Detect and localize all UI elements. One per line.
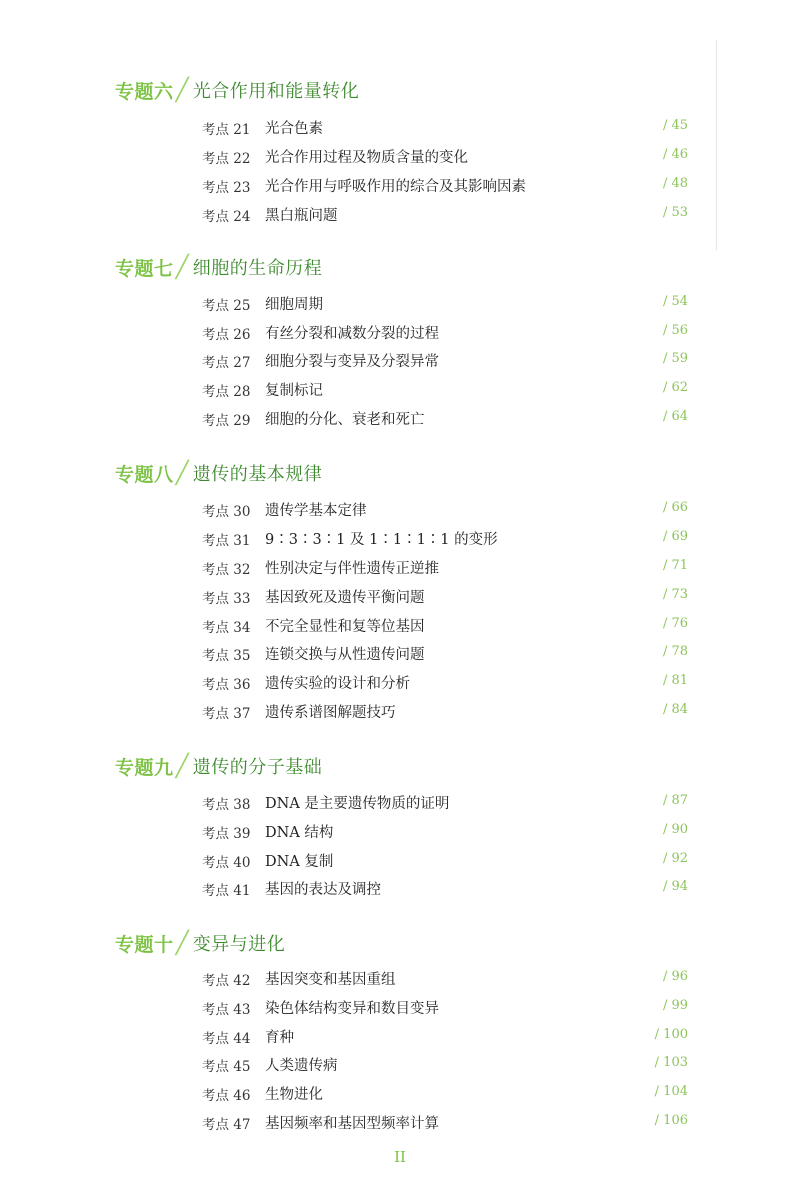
entry-title: 9∶3∶3∶1 及 1∶1∶1∶1 的变形 [265, 532, 498, 548]
entry-page: / 84 [662, 702, 688, 717]
entry-number: 考点 27 [202, 355, 251, 371]
entry-page: / 48 [662, 176, 688, 191]
entry-page: / 59 [662, 351, 688, 366]
entry-title: 性别决定与伴性遗传正逆推 [265, 561, 439, 577]
toc-entry[interactable] [0, 498, 800, 522]
entry-title: 黑白瓶问题 [265, 208, 338, 224]
toc-entry[interactable] [0, 700, 800, 724]
entry-page: / 54 [662, 294, 688, 309]
entry-page: / 100 [654, 1027, 688, 1042]
section-heading [115, 457, 322, 489]
entry-number: 考点 33 [202, 591, 251, 607]
entry-page: / 90 [662, 822, 688, 837]
section-title: 光合作用和能量转化 [192, 81, 360, 102]
section-heading [115, 750, 322, 782]
entry-number: 考点 23 [202, 180, 251, 196]
toc-entry[interactable] [0, 585, 800, 609]
entry-page: / 99 [662, 998, 688, 1013]
toc-entry[interactable] [0, 174, 800, 198]
entry-title: DNA 是主要遗传物质的证明 [265, 796, 450, 812]
entry-page: / 103 [654, 1055, 688, 1070]
entry-page: / 71 [662, 558, 688, 573]
toc-entry[interactable] [0, 1082, 800, 1106]
entry-page: / 94 [662, 879, 688, 894]
entry-title: 遗传实验的设计和分析 [265, 676, 410, 692]
entry-title: 细胞周期 [265, 297, 323, 313]
entry-title: 遗传学基本定律 [265, 503, 367, 519]
section-label: 专题七 [115, 257, 174, 280]
section-title: 遗传的分子基础 [192, 757, 323, 778]
toc-entry[interactable] [0, 820, 800, 844]
toc-entry[interactable] [0, 321, 800, 345]
entry-title: DNA 复制 [265, 854, 334, 870]
slash-divider: ╱ [175, 753, 189, 779]
entry-page: / 92 [662, 851, 688, 866]
entry-number: 考点 41 [202, 883, 251, 899]
slash-divider: ╱ [175, 460, 189, 486]
entry-title: 复制标记 [265, 383, 323, 399]
entry-title: 基因突变和基因重组 [265, 972, 396, 988]
section-label: 专题十 [115, 933, 174, 956]
entry-page: / 56 [662, 323, 688, 338]
entry-title: 遗传系谱图解题技巧 [265, 705, 396, 721]
entry-number: 考点 37 [202, 706, 251, 722]
entry-page: / 69 [662, 529, 688, 544]
entry-number: 考点 29 [202, 413, 251, 429]
entry-number: 考点 35 [202, 648, 251, 664]
entry-title: 基因的表达及调控 [265, 882, 381, 898]
toc-entry[interactable] [0, 349, 800, 373]
entry-number: 考点 42 [202, 973, 251, 989]
entry-number: 考点 25 [202, 298, 251, 314]
toc-entry[interactable] [0, 378, 800, 402]
entry-title: 不完全显性和复等位基因 [265, 619, 425, 635]
entry-number: 考点 47 [202, 1117, 251, 1133]
toc-entry[interactable] [0, 671, 800, 695]
entry-title: DNA 结构 [265, 825, 334, 841]
slash-divider: ╱ [175, 930, 189, 956]
entry-number: 考点 34 [202, 620, 251, 636]
entry-number: 考点 28 [202, 384, 251, 400]
entry-number: 考点 44 [202, 1031, 251, 1047]
entry-page: / 87 [662, 793, 688, 808]
entry-page: / 76 [662, 616, 688, 631]
entry-title: 光合作用过程及物质含量的变化 [265, 150, 468, 166]
entry-page: / 53 [662, 205, 688, 220]
section-label: 专题九 [115, 756, 174, 779]
entry-title: 人类遗传病 [265, 1058, 338, 1074]
toc-entry[interactable] [0, 877, 800, 901]
entry-page: / 81 [662, 673, 688, 688]
section-title: 细胞的生命历程 [192, 258, 323, 279]
entry-page: / 62 [662, 380, 688, 395]
section-heading [115, 251, 322, 283]
toc-entry[interactable] [0, 556, 800, 580]
entry-title: 基因致死及遗传平衡问题 [265, 590, 425, 606]
entry-page: / 78 [662, 644, 688, 659]
slash-divider: ╱ [175, 254, 189, 280]
toc-entry[interactable] [0, 1025, 800, 1049]
entry-page: / 106 [654, 1113, 688, 1128]
entry-number: 考点 26 [202, 327, 251, 343]
entry-title: 有丝分裂和减数分裂的过程 [265, 326, 439, 342]
toc-entry[interactable] [0, 642, 800, 666]
entry-title: 育种 [265, 1030, 294, 1046]
entry-page: / 96 [662, 969, 688, 984]
section-title: 变异与进化 [192, 934, 286, 955]
toc-entry[interactable] [0, 1111, 800, 1135]
entry-page: / 66 [662, 500, 688, 515]
section-label: 专题八 [115, 463, 174, 486]
entry-page: / 73 [662, 587, 688, 602]
section-label: 专题六 [115, 80, 174, 103]
entry-number: 考点 30 [202, 504, 251, 520]
toc-entry[interactable] [0, 614, 800, 638]
entry-page: / 46 [662, 147, 688, 162]
section-heading [115, 74, 359, 106]
entry-number: 考点 39 [202, 826, 251, 842]
toc-entry[interactable] [0, 407, 800, 431]
entry-number: 考点 32 [202, 562, 251, 578]
page-number: II [394, 1148, 406, 1166]
toc-entry[interactable] [0, 203, 800, 227]
entry-title: 细胞的分化、衰老和死亡 [265, 412, 425, 428]
entry-number: 考点 22 [202, 151, 251, 167]
entry-number: 考点 31 [202, 533, 251, 549]
entry-number: 考点 38 [202, 797, 251, 813]
toc-entry[interactable] [0, 996, 800, 1020]
toc-entry[interactable] [0, 527, 800, 551]
toc-entry[interactable] [0, 145, 800, 169]
entry-page: / 104 [654, 1084, 688, 1099]
entry-number: 考点 46 [202, 1088, 251, 1104]
entry-number: 考点 36 [202, 677, 251, 693]
entry-title: 连锁交换与从性遗传问题 [265, 647, 425, 663]
entry-title: 生物进化 [265, 1087, 323, 1103]
entry-title: 细胞分裂与变异及分裂异常 [265, 354, 439, 370]
entry-page: / 64 [662, 409, 688, 424]
entry-title: 基因频率和基因型频率计算 [265, 1116, 439, 1132]
entry-number: 考点 40 [202, 855, 251, 871]
toc-entry[interactable] [0, 967, 800, 991]
entry-page: / 45 [662, 118, 688, 133]
entry-number: 考点 24 [202, 209, 251, 225]
section-heading [115, 927, 285, 959]
section-title: 遗传的基本规律 [192, 464, 323, 485]
slash-divider: ╱ [175, 77, 189, 103]
toc-entry[interactable] [0, 292, 800, 316]
toc-entry[interactable] [0, 791, 800, 815]
entry-title: 光合色素 [265, 121, 323, 137]
toc-entry[interactable] [0, 1053, 800, 1077]
entry-number: 考点 45 [202, 1059, 251, 1075]
toc-entry[interactable] [0, 116, 800, 140]
entry-number: 考点 21 [202, 122, 251, 138]
toc-entry[interactable] [0, 849, 800, 873]
entry-title: 染色体结构变异和数目变异 [265, 1001, 439, 1017]
entry-number: 考点 43 [202, 1002, 251, 1018]
entry-title: 光合作用与呼吸作用的综合及其影响因素 [265, 179, 526, 195]
